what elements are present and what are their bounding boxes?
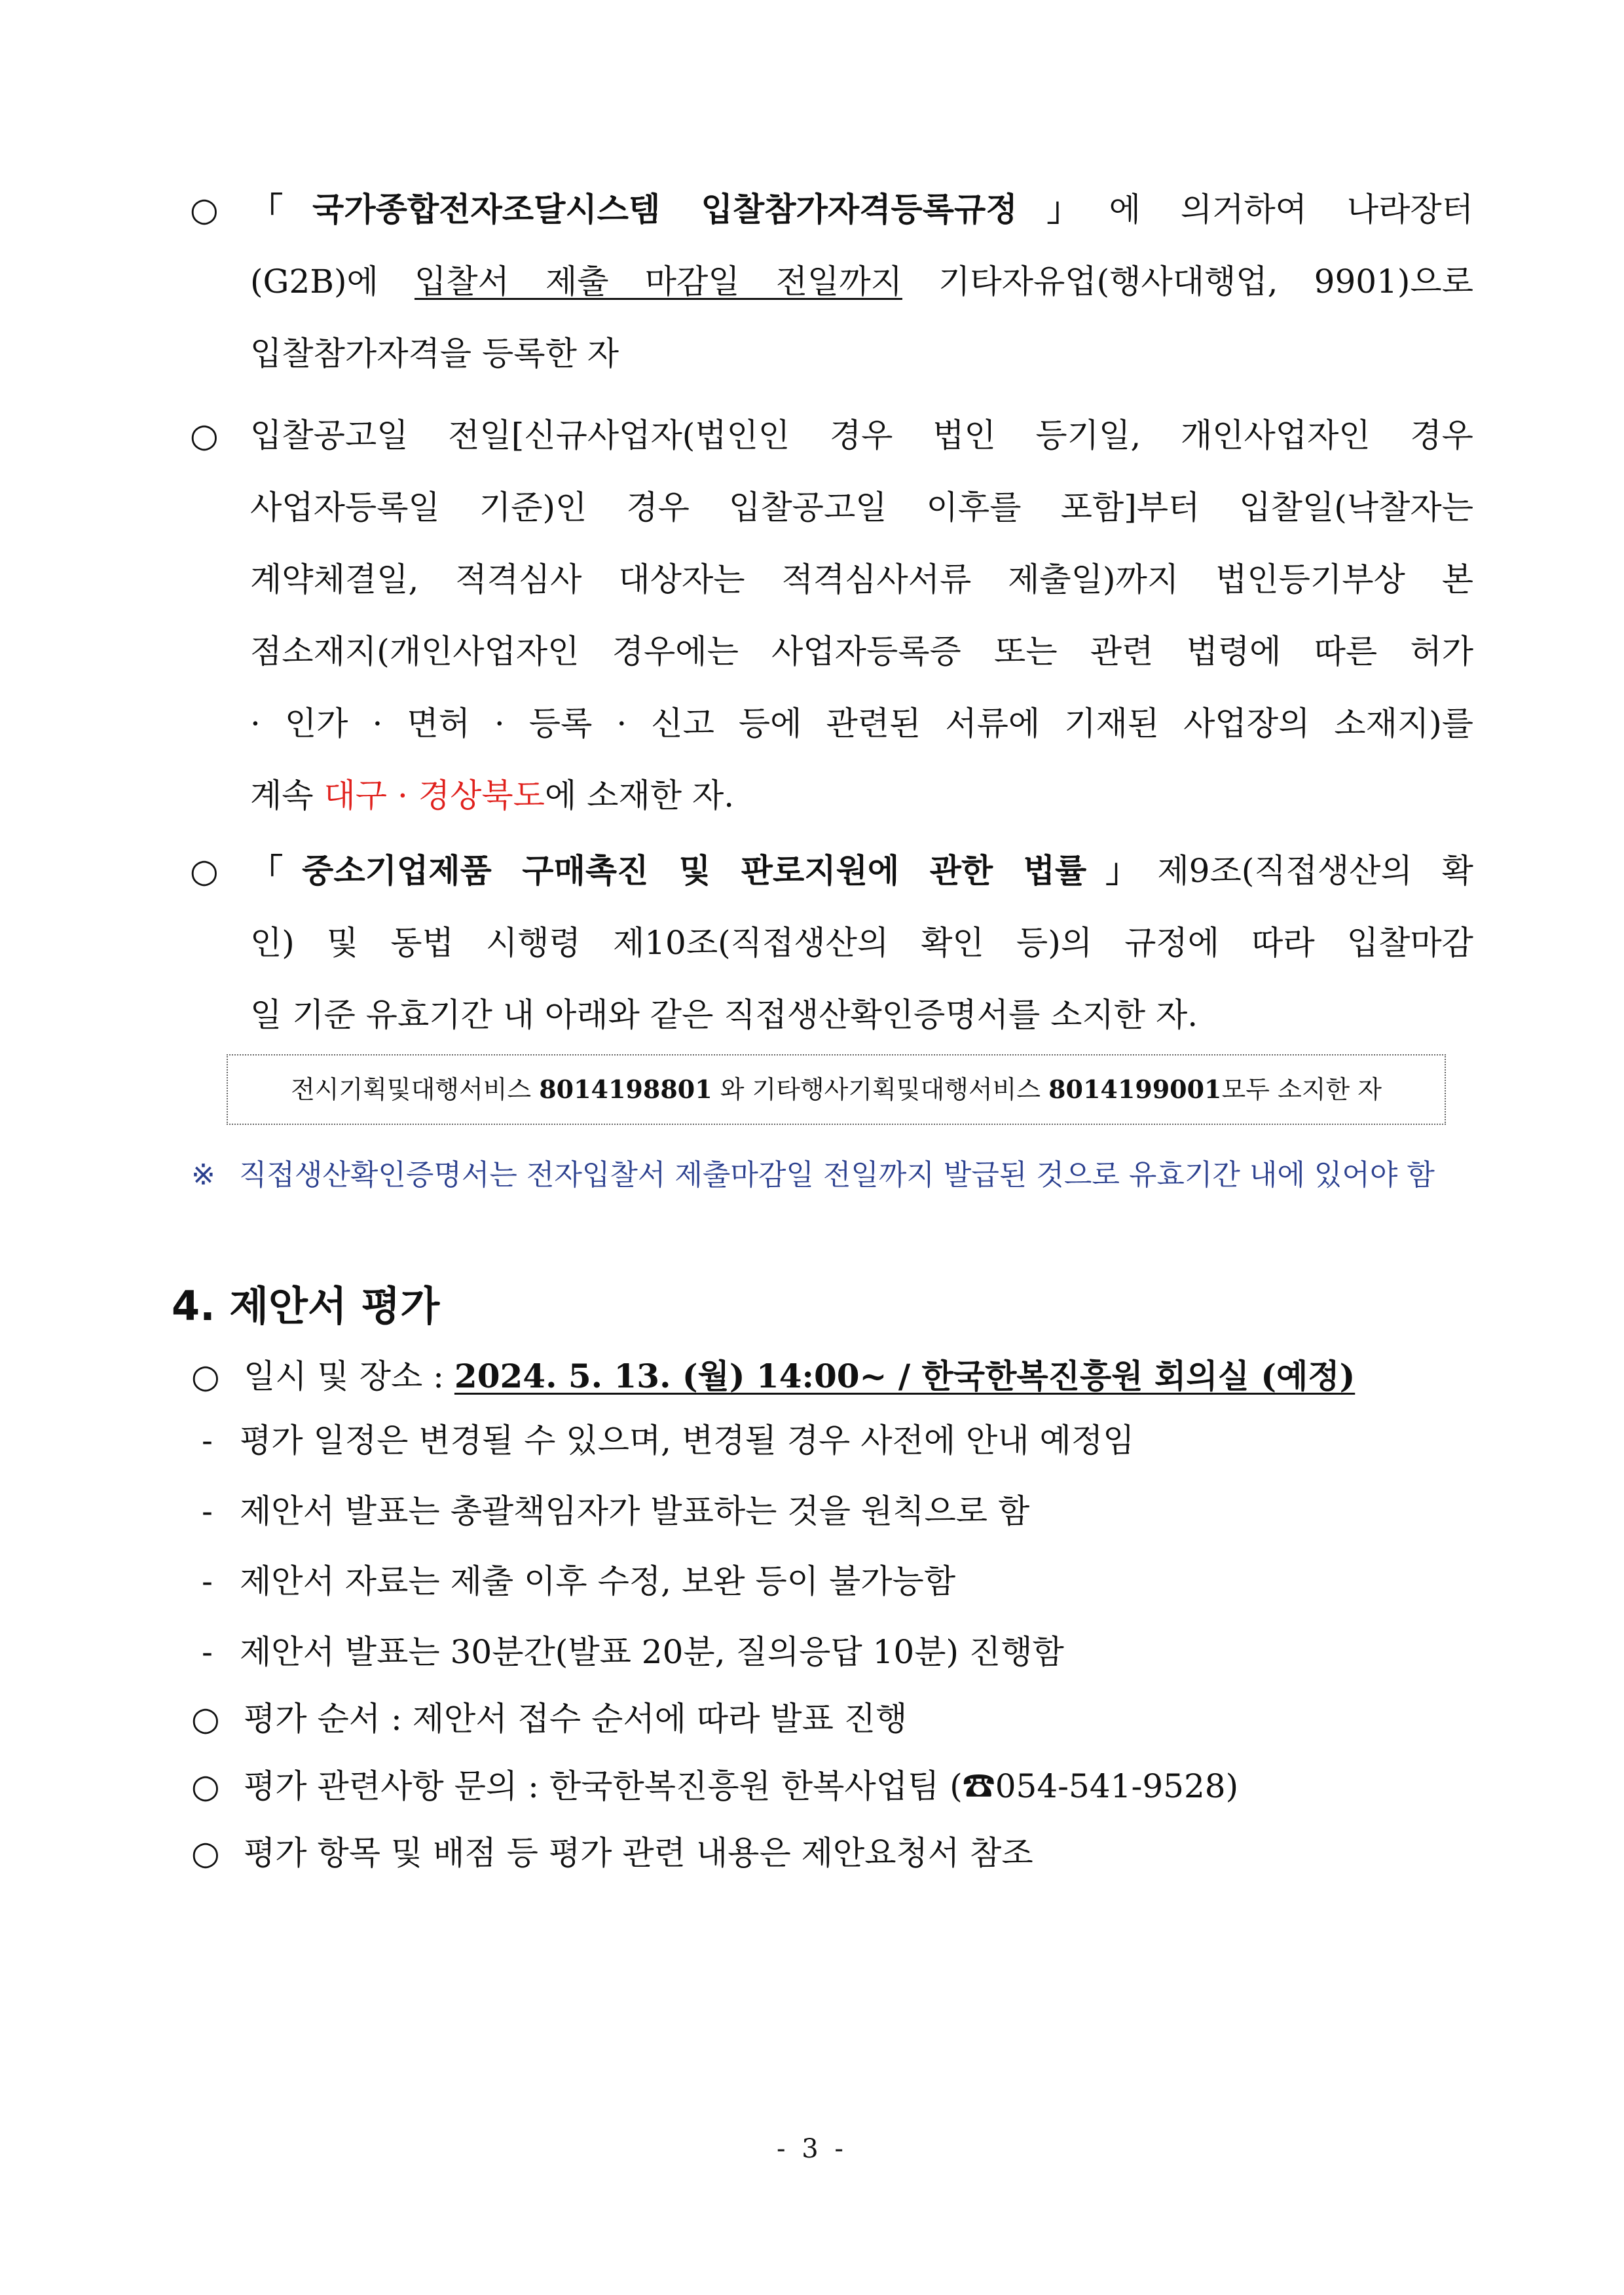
list-item: ○ 평가 관련사항 문의 : 한국한복진흥원 한복사업팀 (☎054-541-9528): [191, 1760, 1238, 1812]
bullet-circle-icon: ○: [190, 416, 219, 454]
text-line: 점소재지(개인사업자인 경우에는 사업자등록증 또는 관련 법령에 따른 허가: [250, 633, 1473, 670]
cert-code-1: 8014198801: [539, 1074, 712, 1104]
bullet-circle-icon: ○: [191, 1767, 220, 1805]
bullet-circle-icon: ○: [191, 1357, 220, 1395]
bullet-circle-icon: ○: [191, 1700, 220, 1738]
text-line: 「국가종합전자조달시스템 입찰참가자격등록규정」에 의거하여 나라장터: [250, 190, 1473, 229]
cert-code-2: 8014199001: [1048, 1074, 1222, 1104]
text-line: (G2B)에 입찰서 제출 마감일 전일까지 기타자유업(행사대행업, 9901)으로: [250, 263, 1473, 301]
text-line: 계약체결일, 적격심사 대상자는 적격심사서류 제출일)까지 법인등기부상 본: [250, 560, 1473, 598]
note-line: [191, 1152, 1475, 1198]
bullet-circle-icon: ○: [190, 852, 219, 890]
underlined-deadline: 입찰서 제출 마감일 전일까지: [414, 263, 902, 301]
region-highlight: 대구 · 경상북도: [323, 777, 545, 815]
eligibility-item-location: [190, 399, 1473, 832]
reference-mark-icon: ※: [191, 1158, 215, 1192]
certificate-requirement-box: 전시기획및대행서비스 8014198801 와 기타행사기획및대행서비스 8014199001모두 소지한 자: [227, 1054, 1446, 1125]
eligibility-item-registration: [190, 174, 1473, 390]
text-line: 입찰공고일 전일[신규사업자(법인인 경우 법인 등기일, 개인사업자인 경우: [250, 416, 1473, 454]
bullet-circle-icon: ○: [191, 1834, 220, 1872]
section-title: 4. 제안서 평가: [172, 1282, 440, 1330]
dash-item: - 평가 일정은 변경될 수 있으며, 변경될 경우 사전에 안내 예정임: [202, 1422, 1135, 1460]
dash-item: - 제안서 발표는 30분간(발표 20분, 질의응답 10분) 진행함: [202, 1633, 1064, 1671]
dash-item: - 제안서 발표는 총괄책임자가 발표하는 것을 원칙으로 함: [202, 1492, 1030, 1530]
list-item: ○ 평가 항목 및 배점 등 평가 관련 내용은 제안요청서 참조: [191, 1827, 1033, 1879]
schedule-item: ○ 일시 및 장소 : 2024. 5. 13. (월) 14:00~ / 한국한복진흥원 회의실 (예정): [191, 1350, 1355, 1403]
text-line: · 인가 · 면허 · 등록 · 신고 등에 관련된 서류에 기재된 사업장의 소재지)를: [250, 705, 1473, 743]
text-line: 사업자등록일 기준)인 경우 입찰공고일 이후를 포함]부터 입찰일(낙찰자는: [250, 488, 1473, 526]
text-line: 「중소기업제품 구매촉진 및 판로지원에 관한 법률」제9조(직접생산의 확: [250, 851, 1473, 890]
text-line: 인) 및 동법 시행령 제10조(직접생산의 확인 등)의 규정에 따라 입찰마감: [250, 924, 1473, 962]
regulation-title: 「국가종합전자조달시스템 입찰참가자격등록규정」: [250, 190, 1109, 229]
list-item: ○ 평가 순서 : 제안서 접수 순서에 따라 발표 진행: [191, 1693, 907, 1745]
text-line: 일 기준 유효기간 내 아래와 같은 직접생산확인증명서를 소지한 자.: [250, 996, 1198, 1034]
schedule-value: 2024. 5. 13. (월) 14:00~ / 한국한복진흥원 회의실 (예정): [454, 1357, 1356, 1395]
bullet-circle-icon: ○: [190, 191, 219, 229]
note-text: 직접생산확인증명서는 전자입찰서 제출마감일 전일까지 발급된 것으로 유효기간 내에 있어야 함: [238, 1158, 1435, 1192]
law-title: 「중소기업제품 구매촉진 및 판로지원에 관한 법률」: [250, 851, 1158, 890]
dash-item: - 제안서 자료는 제출 이후 수정, 보완 등이 불가능함: [202, 1562, 956, 1600]
text-line: 계속 대구 · 경상북도에 소재한 자.: [250, 777, 735, 815]
text-line: 입찰참가자격을 등록한 자: [250, 335, 619, 373]
eligibility-item-direct-production: [190, 835, 1473, 1051]
page-number: - 3 -: [777, 2134, 847, 2164]
